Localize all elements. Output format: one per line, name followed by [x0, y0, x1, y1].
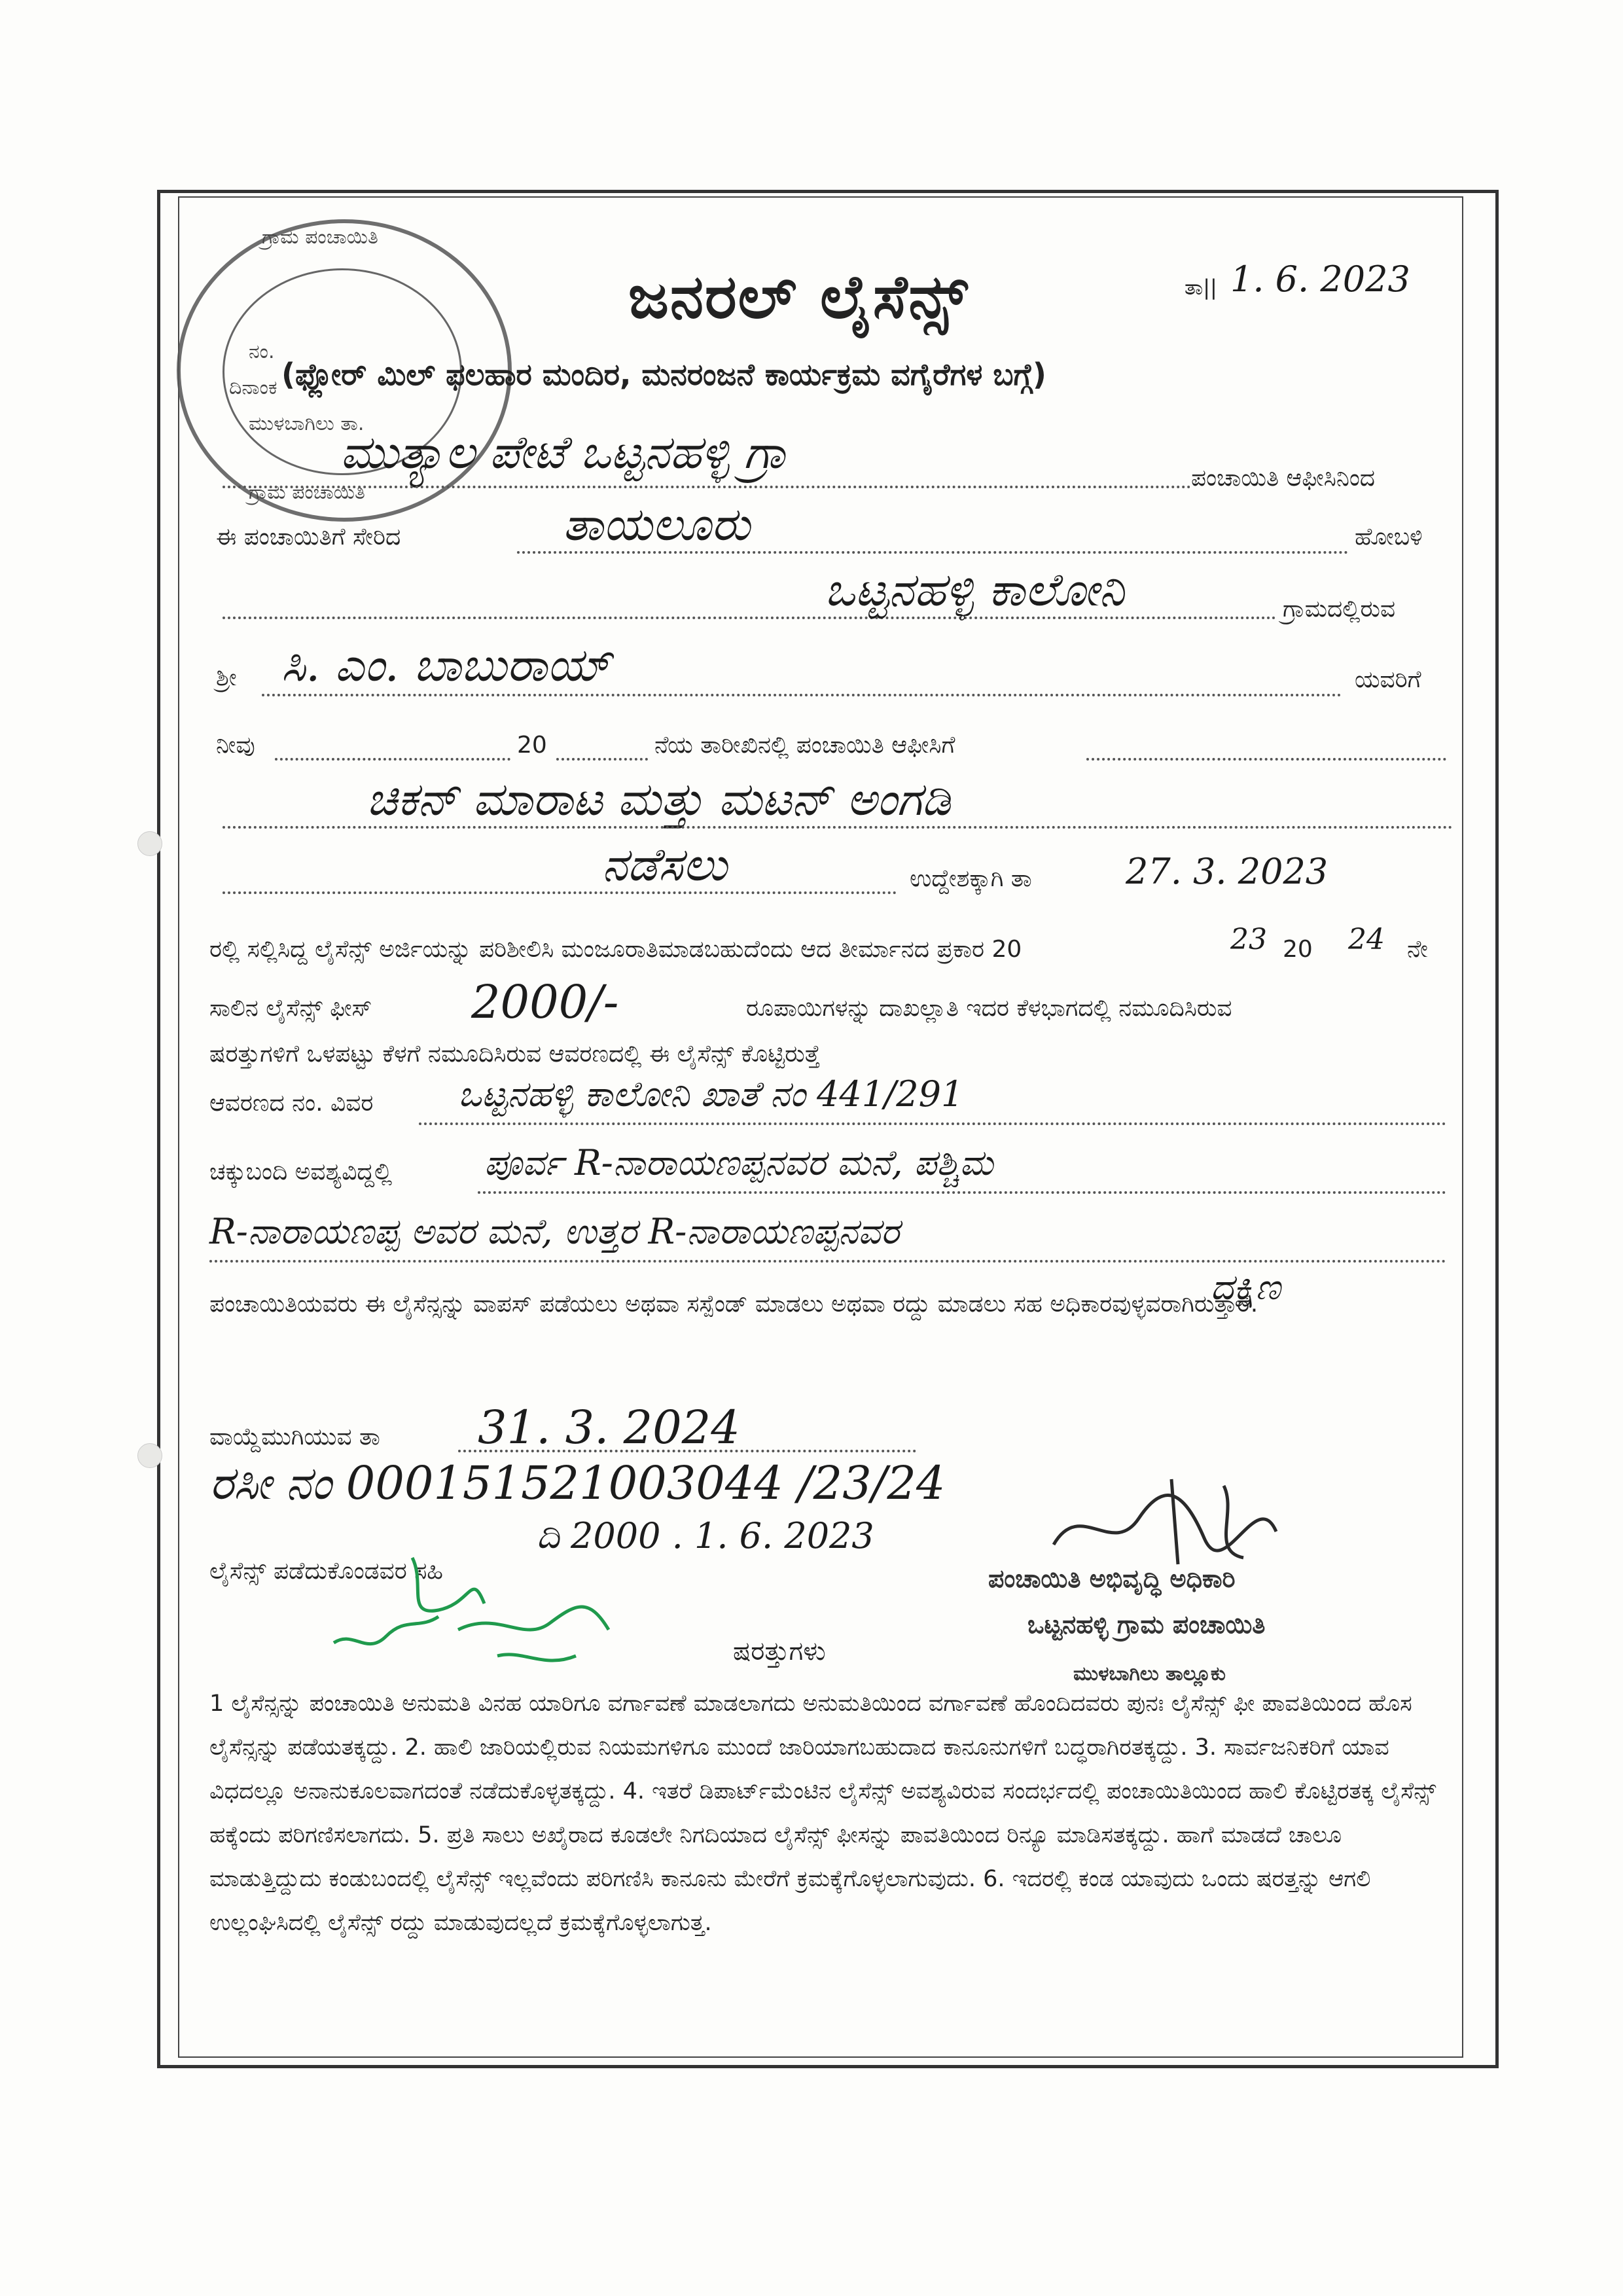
hobli-prefix: ಈ ಪಂಚಾಯಿತಿಗೆ ಸೇರಿದ — [216, 524, 401, 550]
hobli-suffix: ಹೋಬಳಿ — [1355, 524, 1423, 550]
conditions-heading: ಷರತ್ತುಗಳು — [733, 1636, 826, 1666]
dotted-line — [275, 758, 510, 761]
expiry-label: ವಾಯ್ದೆಮುಗಿಯುವ ತಾ — [209, 1424, 380, 1450]
dotted-line — [223, 826, 1453, 829]
conditions-reference-line: ಷರತ್ತುಗಳಿಗೆ ಒಳಪಟ್ಟು ಕೆಳಗೆ ನಮೂದಿಸಿರುವ ಆವರಣದಲ್ಲಿ ಈ ಲೈಸೆನ್ಸ್ ಕೊಟ್ಟಿರುತ್ತೆ — [209, 1041, 821, 1067]
approval-line: ರಲ್ಲಿ ಸಲ್ಲಿಸಿದ್ದ ಲೈಸೆನ್ಸ್ ಅರ್ಜಿಯನ್ನು ಪರಿಶೀಲಿಸಿ ಮಂಜೂರಾತಿಮಾಡಬಹುದೆಂದು ಆದ ತೀರ್ಮಾನದ ಪ್ರಕಾರ 20 — [209, 936, 1022, 963]
holder-signature-label: ಲೈಸೆನ್ಸ್ ಪಡೆದುಕೊಂಡವರ ಸಹಿ — [209, 1558, 444, 1585]
fee-prefix: ಸಾಲಿನ ಲೈಸೆನ್ಸ್ ಫೀಸ್ — [209, 995, 372, 1022]
recipient-name-handwritten: ಸಿ. ಎಂ. ಬಾಬುರಾಯ್ — [281, 638, 611, 692]
purpose-date-handwritten: 27. 3. 2023 — [1126, 851, 1329, 892]
chakkubandi-handwritten-2: R-ನಾರಾಯಣಪ್ಪ ಅವರ ಮನೆ, ಉತ್ತರ R-ನಾರಾಯಣಪ್ಪನವರ — [209, 1211, 900, 1252]
dotted-line — [478, 1191, 1446, 1194]
shri-suffix: ಯವರಿಗೆ — [1355, 666, 1421, 693]
document-title: ಜನರಲ್ ಲೈಸೆನ್ಸ್ — [628, 262, 969, 332]
stamp-date: ದಿನಾಂಕ — [229, 376, 277, 399]
hobli-handwritten: ತಾಯಲೂರು — [563, 497, 751, 551]
chakkubandi-label: ಚಕ್ಕುಬಂದಿ ಅವಶ್ಯವಿದ್ದಲ್ಲಿ — [209, 1158, 393, 1185]
village-suffix: ಗ್ರಾಮದಲ್ಲಿರುವ — [1283, 596, 1396, 622]
officer-panchayat: ಒಟ್ಟನಹಳ್ಳಿ ಗ್ರಾಮ ಪಂಚಾಯಿತಿ — [1027, 1610, 1266, 1639]
dotted-line — [419, 1122, 1446, 1125]
stamp-ring-text: ಗ್ರಾಮ ಪಂಚಾಯಿತಿ — [262, 226, 378, 249]
panchayat-name-handwritten: ಮುತ್ಯಾಲ ಪೇಟೆ ಒಟ್ಟನಹಳ್ಳಿ ಗ್ರಾ — [340, 425, 787, 479]
header-date-label: ತಾ|| — [1185, 275, 1217, 300]
dotted-line — [556, 758, 648, 761]
date-text: ನೆಯ ತಾರೀಖಿನಲ್ಲಿ ಪಂಚಾಯಿತಿ ಆಫೀಸಿಗೆ — [654, 732, 955, 759]
year-handwritten-1: 23 — [1230, 923, 1267, 956]
officer-taluk: ಮುಳಬಾಗಿಲು ತಾಲ್ಲೂಕು — [1073, 1662, 1226, 1685]
year-mid: 20 — [1283, 936, 1313, 963]
year-prefix: 20 — [517, 732, 547, 759]
purpose-handwritten-2: ನಡೆಸಲು — [602, 838, 728, 891]
avarana-label: ಆವರಣದ ನಂ. ವಿವರ — [209, 1090, 374, 1117]
dotted-line — [458, 1450, 916, 1452]
stamp-no: ನಂ. — [249, 340, 275, 363]
stamp-bottom-text: ಗ್ರಾಮ ಪಂಚಾಯಿತಿ — [249, 481, 365, 504]
village-handwritten: ಒಟ್ಟನಹಳ್ಳಿ ಕಾಲೋನಿ — [825, 563, 1125, 617]
receipt-date-handwritten: ದಿ 2000 . 1. 6. 2023 — [537, 1515, 874, 1556]
purpose-suffix: ಉದ್ದೇಶಕ್ಕಾಗಿ ತಾ — [910, 865, 1032, 892]
header-date-value: 1. 6. 2023 — [1230, 259, 1410, 300]
panchayat-suffix: ಪಂಚಾಯಿತಿ ಆಫೀಸಿನಿಂದ — [1191, 465, 1376, 492]
purpose-handwritten-1: ಚಿಕನ್ ಮಾರಾಟ ಮತ್ತು ಮಟನ್ ಅಂಗಡಿ — [366, 772, 951, 826]
dotted-line — [1086, 758, 1446, 761]
fee-suffix: ರೂಪಾಯಿಗಳನ್ನು ದಾಖಲ್ಲಾತಿ ಇದರ ಕೆಳಭಾಗದಲ್ಲಿ ನಮೂದಿಸಿರುವ — [746, 995, 1232, 1022]
receipt-handwritten: ರಸೀ ನಂ 000151521003044 /23/24 — [209, 1456, 946, 1510]
year-suffix: ನೇ — [1407, 936, 1428, 963]
avarana-handwritten: ಒಟ್ಟನಹಳ್ಳಿ ಕಾಲೋನಿ ಖಾತೆ ನಂ 441/291 — [458, 1073, 964, 1115]
fee-handwritten: 2000/- — [471, 975, 619, 1029]
expiry-handwritten: 31. 3. 2024 — [478, 1401, 740, 1454]
dotted-line — [262, 694, 1342, 696]
stamp-taluk: ಮುಳಬಾಗಿಲು ತಾ. — [249, 412, 365, 435]
dotted-line — [223, 486, 1191, 488]
dotted-line — [517, 551, 1348, 554]
suspension-clause: ಪಂಚಾಯಿತಿಯವರು ಈ ಲೈಸೆನ್ಸನ್ನು ವಾಪಸ್ ಪಡೆಯಲು ಅಥವಾ ಸಸ್ಪೆಂಡ್ ಮಾಡಲು ಅಥವಾ ರದ್ದು ಮಾಡಲು ಸಹ ಅಧಿಕಾರವುಳ್ಳವರಾಗಿರುತ್ತಾರೆ. — [209, 1291, 1258, 1318]
chakkubandi-handwritten-1: ಪೂರ್ವ R-ನಾರಾಯಣಪ್ಪನವರ ಮನೆ, ಪಶ್ಚಿಮ — [484, 1142, 993, 1183]
punch-hole — [137, 831, 162, 856]
officer-signature-graphic — [1041, 1473, 1315, 1577]
shri-prefix: ಶ್ರೀ — [216, 664, 237, 691]
punch-hole — [137, 1443, 162, 1468]
holder-green-signature — [327, 1532, 628, 1682]
year-handwritten-2: 24 — [1348, 923, 1385, 956]
officer-designation: ಪಂಚಾಯಿತಿ ಅಭಿವೃದ್ಧಿ ಅಧಿಕಾರಿ — [988, 1564, 1236, 1593]
dotted-line — [223, 891, 897, 894]
chakkubandi-handwritten-3: ದಕ್ಷಿಣ — [1211, 1266, 1281, 1308]
conditions-text: 1 ಲೈಸೆನ್ಸನ್ನು ಪಂಚಾಯಿತಿ ಅನುಮತಿ ವಿನಹ ಯಾರಿಗೂ ವರ್ಗಾವಣೆ ಮಾಡಲಾಗದು ಅನುಮತಿಯಿಂದ ವರ್ಗಾವಣೆ ಹೊಂದಿದವರು ಪುನಃ ಲೈಸೆನ್ಸ್ ಫೀ ಪಾವತಿಯಿಂದ ಹೊಸ ಲೈಸೆನ್ಸನ್ನು ಪಡೆಯತಕ್ಕದ್ದು. 2. ಹಾಲಿ ಜಾರಿಯಲ್ಲಿರುವ ನಿಯಮಗಳಿಗೂ ಮುಂದೆ ಜಾರಿಯಾಗಬಹುದಾದ ಕಾನೂನುಗಳಿಗೆ ಬದ್ಧರಾಗಿರತಕ್ಕದ್ದು. 3. ಸಾರ್ವಜನಿಕರಿಗೆ ಯಾವ ವಿಧದಲ್ಲೂ ಅನಾನುಕೂಲವಾಗದಂತೆ ನಡೆದುಕೊಳ್ಳತಕ್ಕದ್ದು. 4. ಇತರೆ ಡಿಪಾರ್ಟ್‌ಮೆಂಟಿನ ಲೈಸೆನ್ಸ್ ಅವಶ್ಯವಿರುವ ಸಂದರ್ಭದಲ್ಲಿ ಪಂಚಾಯಿತಿಯಿಂದ ಹಾಲಿ ಕೊಟ್ಟಿರತಕ್ಕ ಲೈಸೆನ್ಸ್ ಹಕ್ಕೆಂದು ಪರಿಗಣಿಸಲಾಗದು. 5. ಪ್ರತಿ ಸಾಲು ಅಖೈರಾದ ಕೂಡಲೇ ನಿಗದಿಯಾದ ಲೈಸೆನ್ಸ್ ಫೀಸನ್ನು ಪಾವತಿಯಿಂದ ರಿನ್ಯೂ ಮಾಡಿಸತಕ್ಕದ್ದು. ಹಾಗೆ ಮಾಡದೆ ಚಾಲೂ ಮಾಡುತ್ತಿದ್ದುದು ಕಂಡುಬಂದಲ್ಲಿ ಲೈಸೆನ್ಸ್ ಇಲ್ಲವೆಂದು ಪರಿಗಣಿಸಿ ಕಾನೂನು ಮೇರೆಗೆ ಕ್ರಮಕ್ಕೆಗೊಳ್ಳಲಾಗುವುದು. 6. ಇದರಲ್ಲಿ ಕಂಡ ಯಾವುದು ಒಂದು ಷರತ್ತನ್ನು ಆಗಲಿ ಉಲ್ಲಂಘಿಸಿದಲ್ಲಿ ಲೈಸೆನ್ಸ್ ರದ್ದು ಮಾಡುವುದಲ್ಲದೆ ಕ್ರಮಕ್ಕೆಗೊಳ್ಳಲಾಗುತ್ತ. — [209, 1691, 1436, 1936]
dotted-line — [209, 1260, 1446, 1263]
document-subtitle: (ಫ್ಲೋರ್ ಮಿಲ್ ಫಲಹಾರ ಮಂದಿರ, ಮನರಂಜನೆ ಕಾರ್ಯಕ್ರಮ ವಗೈರೆಗಳ ಬಗ್ಗೆ) — [281, 357, 1046, 392]
neevu-label: ನೀವು — [216, 732, 255, 759]
